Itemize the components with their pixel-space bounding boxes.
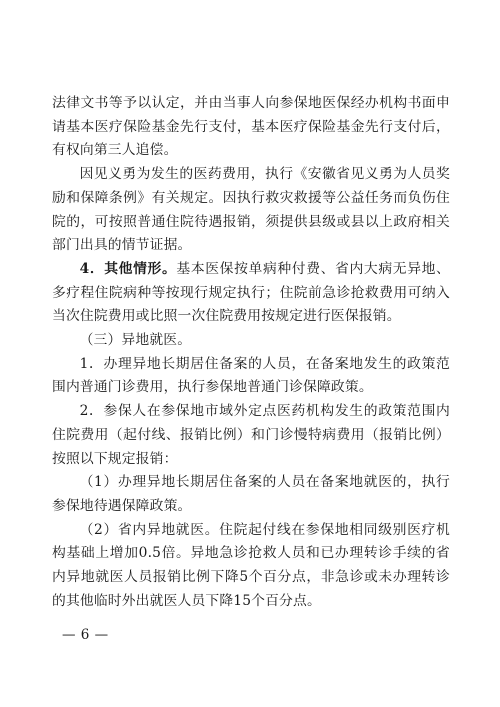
paragraph-4-text: 1．办理异地长期居住备案的人员，在备案地发生的政策范围内普通门诊费用，执行参保地普通门诊保障政策。 [52,355,450,396]
document-body [52,92,450,613]
paragraph-7-text: （2）省内异地就医。住院起付线在参保地相同级别医疗机构基础上增加0.5倍。异地急诊抢救人员和已办理转诊手续的省内异地就医人员报销比例下降5个百分点，非急诊或未办理转诊的其他临时外出就医人员下降15个百分点。 [52,521,450,609]
paragraph-5-text: 2．参保人在参保地市域外定点医药机构发生的政策范围内住院费用（起付线、报销比例）和门诊慢特病费用（报销比例）按照以下规定报销： [52,403,450,467]
paragraph-2 [52,258,450,329]
paragraph-2-lead: 4．其他情形。 [79,260,177,277]
paragraph-1-text: 因见义勇为发生的医药费用，执行《安徽省见义勇为人员奖励和保障条例》有关规定。因执行救灾救援等公益任务而负伤住院的，可按照普通住院待遇报销，须提供县级或县以上政府相关部门出具的情节证据。 [52,166,450,254]
paragraph-5 [52,400,450,471]
paragraph-7 [52,519,450,614]
paragraph-0 [52,92,450,163]
paragraph-2-text: 基本医保按单病种付费、省内大病无异地、多疗程住院病种等按现行规定执行；住院前急诊抢救费用可纳入当次住院费用或比照一次住院费用按规定进行医保报销。 [52,260,450,325]
section-heading [52,329,450,353]
paragraph-0-text: 法律文书等予以认定，并由当事人向参保地医保经办机构书面申请基本医疗保险基金先行支付，基本医疗保险基金先行支付后，有权向第三人追偿。 [52,95,450,159]
section-heading-text: （三）异地就医。 [79,332,192,349]
paragraph-1 [52,163,450,258]
page-number: — 6 — [62,627,109,643]
paragraph-4 [52,353,450,400]
paragraph-6-text: （1）办理异地长期居住备案的人员在备案地就医的，执行参保地待遇保障政策。 [52,474,450,514]
paragraph-6 [52,471,450,518]
